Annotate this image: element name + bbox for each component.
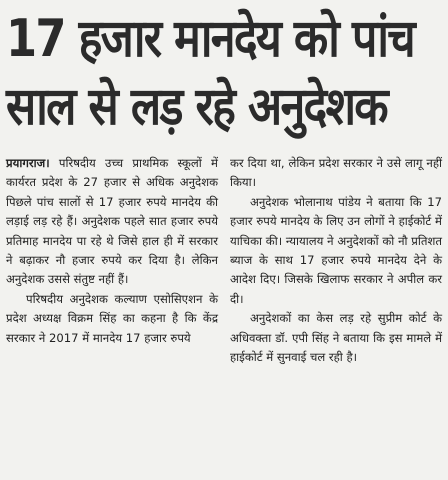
article-paragraph: परिषदीय अनुदेशक कल्याण एसोसिएशन के प्रदेश अध्यक्ष विक्रम सिंह का कहना है कि केंद्र सरकार ने 2017 में मानदेय 17 हजार रुपये bbox=[6, 291, 218, 345]
article-column-right bbox=[230, 154, 442, 367]
headline-line-1: 17 हजार मानदेय को पांच bbox=[6, 9, 414, 69]
paragraph-text: परिषदीय उच्च प्राथमिक स्कूलों में कार्यरत प्रदेश के 27 हजार से अधिक अनुदेशक पिछले पांच सालों से 17 हजार रुपये मानदेय की लड़ाई लड़ रहे हैं। अनुदेशक पहले सात हजार रुपये प्रतिमाह मानदेय पा रहे थे जिसे हाल ही में सरकार ने बढ़ाकर नौ हजार रुपये कर दिया है। लेकिन अनुदेशक उससे संतुष्ट नहीं हैं। bbox=[6, 156, 218, 287]
article-paragraph: अनुदेशक भोलानाथ पांडेय ने बताया कि 17 हजार रुपये मानदेय के लिए उन लोगों ने हाईकोर्ट में याचिका की। न्यायालय ने अनुदेशकों को नौ प्रतिशत ब्याज के साथ 17 हजार रुपये मानदेय देने के आदेश दिए। जिसके खिलाफ सरकार ने अपील कर दी। bbox=[230, 194, 442, 306]
headline-line-2: साल से लड़ रहे अनुदेशक bbox=[6, 77, 387, 137]
article-paragraph: कर दिया था, लेकिन प्रदेश सरकार ने उसे लागू नहीं किया। bbox=[230, 156, 442, 190]
dateline: प्रयागराज। bbox=[6, 156, 50, 170]
article-body bbox=[6, 154, 442, 367]
article-paragraph: अनुदेशकों का केस लड़ रहे सुप्रीम कोर्ट के अधिवक्ता डॉ. एपी सिंह ने बताया कि इस मामले में हाईकोर्ट में सुनवाई चल रही है। bbox=[230, 311, 442, 365]
headline bbox=[6, 6, 442, 146]
article-paragraph bbox=[6, 154, 218, 290]
article-column-left bbox=[6, 154, 218, 367]
